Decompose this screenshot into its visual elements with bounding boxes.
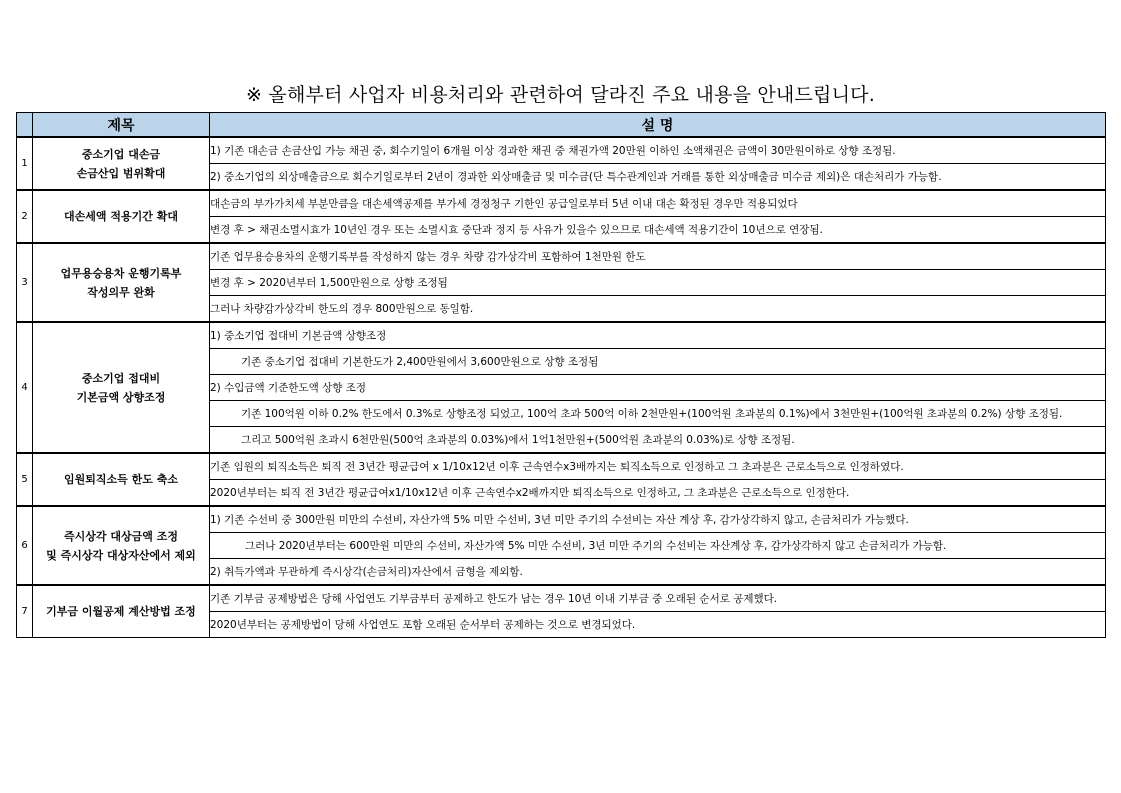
header-description: 설 명 bbox=[210, 113, 1106, 138]
row-number: 4 bbox=[17, 322, 33, 453]
description-line: 2) 중소기업의 외상매출금으로 회수기일로부터 2년이 경과한 외상매출금 및 미수금(단 특수관계인과 거래를 통한 외상매출금 미수금 제외)은 대손처리가 가능함. bbox=[210, 164, 1106, 191]
subject-line: 및 즉시상각 대상자산에서 제외 bbox=[46, 548, 196, 562]
header-no bbox=[17, 113, 33, 138]
table-row bbox=[17, 322, 1106, 349]
description-line: 1) 기존 수선비 중 300만원 미만의 수선비, 자산가액 5% 미만 수선비, 3년 미만 주기의 수선비는 자산 계상 후, 감가상각하지 않고, 손금처리가 가능했다. bbox=[210, 506, 1106, 533]
row-number: 2 bbox=[17, 190, 33, 243]
row-number: 7 bbox=[17, 585, 33, 638]
description-line: 대손금의 부가가치세 부분만큼을 대손세액공제를 부가세 경정청구 기한인 공급일로부터 5년 이내 대손 확정된 경우만 적용되었다 bbox=[210, 190, 1106, 217]
subject-line: 작성의무 완화 bbox=[87, 285, 155, 299]
row-number: 3 bbox=[17, 243, 33, 322]
subject-line: 중소기업 접대비 bbox=[81, 371, 161, 385]
header-subject: 제목 bbox=[33, 113, 210, 138]
table-row bbox=[17, 190, 1106, 217]
description-line: 2020년부터는 퇴직 전 3년간 평균급여x1/10x12년 이후 근속연수x2배까지만 퇴직소득으로 인정하고, 그 초과분은 근로소득으로 인정한다. bbox=[210, 480, 1106, 507]
description-line: 1) 중소기업 접대비 기본금액 상향조정 bbox=[210, 322, 1106, 349]
description-line: 2) 수입금액 기준한도액 상향 조정 bbox=[210, 375, 1106, 401]
description-line: 기존 기부금 공제방법은 당해 사업연도 기부금부터 공제하고 한도가 남는 경우 10년 이내 기부금 중 오래된 순서로 공제했다. bbox=[210, 585, 1106, 612]
table-row bbox=[17, 137, 1106, 164]
description-line: 기존 업무용승용차의 운행기록부를 작성하지 않는 경우 차량 감가상각비 포함하여 1천만원 한도 bbox=[210, 243, 1106, 270]
description-line: 기존 임원의 퇴직소득은 퇴직 전 3년간 평균급여 x 1/10x12년 이후 근속연수x3배까지는 퇴직소득으로 인정하고 그 초과분은 근로소득으로 인정하였다. bbox=[210, 453, 1106, 480]
subject-line: 대손세액 적용기간 확대 bbox=[64, 210, 178, 223]
row-subject bbox=[33, 190, 210, 243]
row-subject bbox=[33, 453, 210, 506]
row-subject bbox=[33, 243, 210, 322]
table-row bbox=[17, 585, 1106, 612]
info-table bbox=[16, 112, 1106, 638]
row-subject bbox=[33, 585, 210, 638]
row-subject bbox=[33, 137, 210, 190]
description-line: 변경 후 > 2020년부터 1,500만원으로 상향 조정됨 bbox=[210, 270, 1106, 296]
subject-line: 손금산입 범위확대 bbox=[76, 166, 166, 180]
subject-line: 임원퇴직소득 한도 축소 bbox=[64, 473, 178, 486]
row-number: 5 bbox=[17, 453, 33, 506]
table-row bbox=[17, 453, 1106, 480]
row-number: 1 bbox=[17, 137, 33, 190]
description-line: 기존 100억원 이하 0.2% 한도에서 0.3%로 상향조정 되었고, 100억 초과 500억 이하 2천만원+(100억원 초과분의 0.1%)에서 3천만원+(100억원 초과분의 0.2%) 상향 조정됨. bbox=[210, 401, 1106, 427]
row-subject bbox=[33, 506, 210, 585]
description-line: 그러나 2020년부터는 600만원 미만의 수선비, 자산가액 5% 미만 수선비, 3년 미만 주기의 수선비는 자산계상 후, 감가상각하지 않고 손금처리가 가능함. bbox=[210, 533, 1106, 559]
row-subject bbox=[33, 322, 210, 453]
description-line: 2020년부터는 공제방법이 당해 사업연도 포함 오래된 순서부터 공제하는 것으로 변경되었다. bbox=[210, 612, 1106, 638]
description-line: 그러나 차량감가상각비 한도의 경우 800만원으로 동일함. bbox=[210, 296, 1106, 323]
subject-line: 기본금액 상향조정 bbox=[76, 390, 166, 404]
page-title: ※ 올해부터 사업자 비용처리와 관련하여 달라진 주요 내용을 안내드립니다. bbox=[246, 84, 875, 106]
row-number: 6 bbox=[17, 506, 33, 585]
description-line: 2) 취득가액과 무관하게 즉시상각(손금처리)자산에서 금형을 제외함. bbox=[210, 559, 1106, 586]
table-row bbox=[17, 243, 1106, 270]
description-line: 1) 기존 대손금 손금산입 가능 채권 중, 회수기일이 6개월 이상 경과한 채권 중 채권가액 20만원 이하인 소액채권은 금액이 30만원이하로 상향 조정됨. bbox=[210, 137, 1106, 164]
description-line: 변경 후 > 채권소멸시효가 10년인 경우 또는 소멸시효 중단과 정지 등 사유가 있을수 있으므로 대손세액 적용기간이 10년으로 연장됨. bbox=[210, 217, 1106, 244]
subject-line: 즉시상각 대상금액 조정 bbox=[64, 529, 178, 543]
description-line: 기존 중소기업 접대비 기본한도가 2,400만원에서 3,600만원으로 상향 조정됨 bbox=[210, 349, 1106, 375]
subject-line: 기부금 이월공제 계산방법 조정 bbox=[46, 605, 196, 618]
description-line: 그리고 500억원 초과시 6천만원(500억 초과분의 0.03%)에서 1억1천만원+(500억원 초과분의 0.03%)로 상향 조정됨. bbox=[210, 427, 1106, 454]
subject-line: 중소기업 대손금 bbox=[81, 147, 161, 161]
table-row bbox=[17, 506, 1106, 533]
subject-line: 업무용승용차 운행기록부 bbox=[60, 266, 182, 280]
